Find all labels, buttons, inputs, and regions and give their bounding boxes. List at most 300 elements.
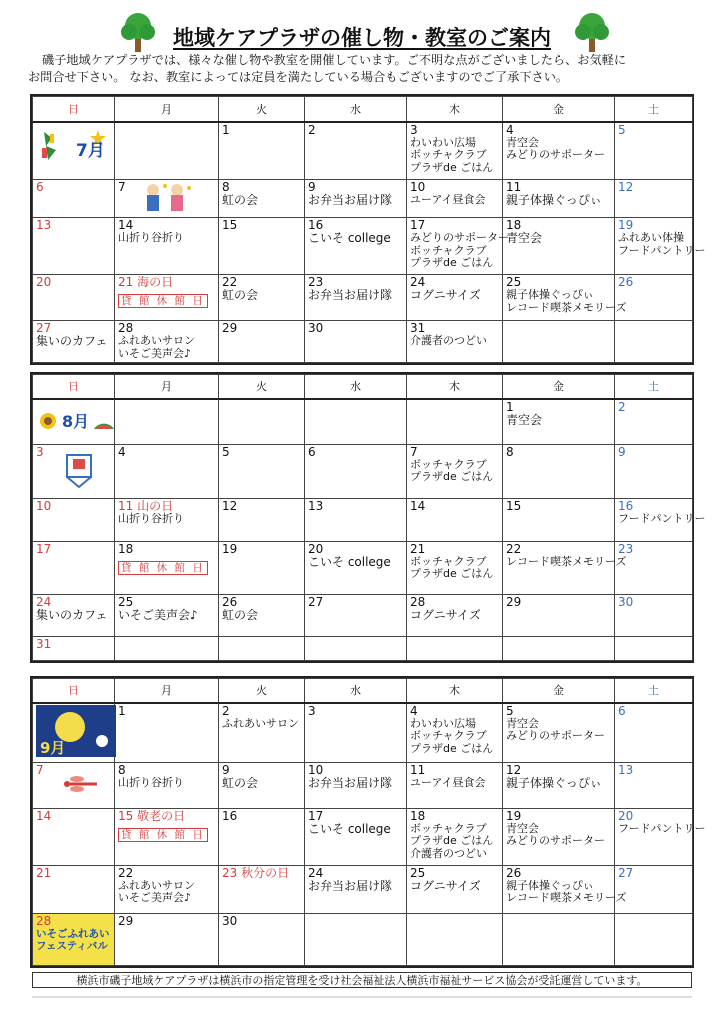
event: フェスティバル [36,940,108,952]
day-cell [305,180,407,218]
day-number: 24 [308,865,324,880]
day-number: 17 [36,541,52,556]
day-number: 27 [618,865,634,880]
day-cell [219,122,305,180]
event: ふれあいサロン [118,334,195,347]
day-cell [33,218,115,275]
day-cell [503,762,615,808]
day-number: 24 [410,275,426,289]
day-cell [407,865,503,913]
day-number: 20 [618,808,634,823]
event: 親子体操ぐっぴぃ [506,878,594,892]
weekday-sat: 土 [615,97,693,122]
day-number: 19 [618,218,634,232]
event: フードパントリー [618,821,706,835]
weekday-thu: 木 [407,679,503,703]
event: ボッチャクラブ [410,243,487,257]
day-cell [33,865,115,913]
month-label: 9月 [40,738,66,757]
day-number: 2 [308,122,316,137]
day-cell [305,865,407,913]
moon-viewing-icon [36,705,116,757]
sunflower-watermelon-icon [36,401,116,439]
day-cell [615,541,693,594]
day-cell [115,913,219,965]
weekday-tue: 火 [219,679,305,703]
day-cell [305,321,407,363]
day-number: 25 [506,275,522,289]
day-cell [615,498,706,541]
event: コグニサイズ [410,878,481,893]
day-number: 11 山の日 [118,498,174,513]
festival-cell [33,913,115,965]
day-cell [115,218,219,275]
day-number: 14 [36,808,52,823]
event: ボッチャクラブ [410,821,487,835]
event: お弁当お届け隊 [308,288,393,302]
day-cell [305,275,407,321]
day-cell [503,180,615,218]
day-cell [407,498,503,541]
day-cell [503,636,615,660]
day-cell [615,321,693,363]
calendar-august [30,372,706,663]
event: ボッチャクラブ [410,729,487,742]
day-number: 17 [308,808,324,823]
day-cell [219,218,305,275]
day-number: 22 [118,865,134,880]
day-cell [615,122,693,180]
day-number: 23 [308,275,324,289]
event: プラザde ごはん [410,567,494,580]
day-number: 14 [410,498,426,513]
day-number: 29 [222,321,238,335]
day-cell [115,865,219,913]
weekday-mon: 月 [115,375,219,399]
day-cell [615,703,693,763]
event: ボッチャクラブ [410,554,487,568]
day-number: 7 [410,444,418,459]
day-cell [407,275,503,321]
day-cell [503,321,615,363]
day-number: 13 [308,498,324,513]
day-number: 11 [506,180,522,194]
day-number: 21 [36,865,52,880]
day-number: 5 [506,703,514,718]
day-cell [503,122,615,180]
day-cell [33,808,115,865]
day-cell [407,321,503,363]
day-cell [33,444,115,498]
day-number: 7 [118,180,126,194]
event: お弁当お届け隊 [308,878,393,893]
day-cell [305,498,407,541]
day-number: 30 [308,321,324,335]
day-number: 12 [618,180,634,194]
day-cell [33,180,115,218]
weekday-wed: 水 [305,375,407,399]
day-number: 12 [222,498,238,513]
event: ユーアイ昼食会 [410,193,486,206]
day-cell [503,444,615,498]
event: プラザde ごはん [410,160,494,174]
day-cell [219,865,305,913]
closed-notice: 貸 館 休 館 日 [118,828,208,842]
day-cell [305,808,407,865]
day-number: 2 [618,399,626,414]
event: レコード喫茶メモリーズ [506,554,627,568]
event: こいそ college [308,231,391,245]
day-cell [407,808,503,865]
day-cell [115,399,219,445]
event: レコード喫茶メモリーズ [506,891,627,904]
weekday-fri: 金 [503,97,615,122]
day-number: 1 [118,703,126,718]
event: 山折り谷折り [118,775,184,789]
day-number: 1 [222,122,230,137]
event: ボッチャクラブ [410,148,487,161]
day-number: 6 [36,180,44,194]
event: いそご美声会♪ [118,607,198,622]
event: みどりのサポーター [506,729,605,742]
day-cell [219,808,305,865]
day-cell [407,218,509,275]
day-cell [115,762,219,808]
day-number: 3 [36,444,44,459]
day-number: 29 [506,594,522,609]
day-number: 26 [618,275,634,289]
day-number: 24 [36,594,52,609]
event: ユーアイ昼食会 [410,775,486,789]
day-number: 26 [506,865,522,880]
day-cell [115,321,219,363]
event: コグニサイズ [410,288,481,302]
event: いそご美声会♪ [118,891,192,904]
day-number: 4 [410,703,418,718]
weekday-thu: 木 [407,375,503,399]
day-cell [407,913,503,965]
day-number: 10 [308,762,324,777]
event: いそご美声会♪ [118,346,192,360]
closed-notice: 貸 館 休 館 日 [118,561,208,575]
day-cell [407,444,503,498]
day-number: 9 [618,444,626,459]
day-number: 18 [410,808,426,823]
day-cell [115,122,219,180]
day-number: 13 [36,218,52,232]
day-cell [615,636,693,660]
event: 虹の会 [222,775,259,790]
weekday-sun: 日 [33,97,115,122]
event: 青空会 [506,412,543,427]
event: わいわい広場 [410,716,476,730]
day-number: 26 [222,594,238,609]
shaved-ice-icon [63,449,95,489]
day-number: 27 [308,594,324,609]
day-number: 19 [506,808,522,823]
event: お弁当お届け隊 [308,775,393,790]
day-number: 15 敬老の日 [118,808,186,823]
weekday-wed: 水 [305,97,407,122]
day-number: 18 [118,541,134,556]
day-cell [33,762,115,808]
day-number: 15 [506,498,522,513]
weekday-sun: 日 [33,375,115,399]
event: プラザde ごはん [410,834,494,847]
day-number: 17 [410,218,426,232]
day-number: 28 [36,913,52,928]
event: 虹の会 [222,607,259,622]
weekday-mon: 月 [115,679,219,703]
day-number: 8 [222,180,230,194]
day-cell [115,703,219,763]
day-cell [503,703,615,763]
month-label-cell [33,703,115,763]
day-number: 2 [222,703,230,718]
footer-note: 横浜市磯子地域ケアプラザは横浜市の指定管理を受け社会福祉法人横浜市福祉サービス協会が受託運営しています。 [32,972,692,988]
day-cell [305,594,407,636]
day-number: 5 [222,444,230,459]
day-cell [115,594,219,636]
day-cell [219,275,305,321]
event: こいそ college [308,821,391,836]
day-number: 20 [36,275,52,289]
day-number: 22 [506,541,522,556]
day-cell [219,399,305,445]
day-number: 21 [410,541,426,556]
month-label: 7月 [76,140,105,161]
month-label-cell [33,122,115,180]
event: フードパントリー [618,243,706,257]
weekday-thu: 木 [407,97,503,122]
day-number: 3 [410,122,418,137]
day-cell [305,218,407,275]
day-number: 20 [308,541,324,556]
day-cell [115,180,219,218]
event: いそごふれあい [36,927,110,940]
event: 虹の会 [222,288,259,302]
day-cell [407,636,503,660]
day-number: 27 [36,321,52,335]
day-cell [407,180,503,218]
day-cell [33,321,115,363]
event: 青空会 [506,716,539,730]
event: プラザde ごはん [410,741,494,755]
event: 集いのカフェ [36,334,108,348]
divider [32,996,692,998]
day-number: 4 [118,444,126,459]
month-label-cell [33,399,115,445]
day-number: 29 [118,913,134,928]
month-label: 8月 [62,411,90,431]
day-number: 6 [618,703,626,718]
day-number: 4 [506,122,514,137]
event: コグニサイズ [410,607,481,622]
day-cell [407,399,503,445]
event: フードパントリー [618,511,706,525]
day-cell [305,703,407,763]
day-number: 16 [222,808,238,823]
day-number: 28 [410,594,426,609]
day-number: 23 秋分の日 [222,865,290,880]
day-cell [407,541,503,594]
day-cell [615,913,693,965]
day-cell [115,541,219,594]
event: ふれあい体操 [618,231,684,244]
day-cell [407,594,503,636]
intro-text [28,52,698,86]
weekday-sun: 日 [33,679,115,703]
day-cell [615,275,693,321]
event: 親子体操ぐっぴぃ [506,193,602,207]
day-cell [115,498,219,541]
day-number: 10 [36,498,52,513]
day-cell [305,636,407,660]
day-cell [33,541,115,594]
event: 集いのカフェ [36,607,108,622]
day-cell [305,122,407,180]
day-cell [33,636,115,660]
weekday-fri: 金 [503,375,615,399]
event: 親子体操ぐっぴぃ [506,288,594,301]
day-cell [219,321,305,363]
event: 介護者のつどい [410,846,487,860]
closed-notice: 貸 館 休 館 日 [118,294,208,308]
day-number: 13 [618,762,634,777]
day-cell [219,541,305,594]
day-number: 25 [118,594,134,609]
day-number: 8 [118,762,126,777]
day-number: 16 [618,498,634,513]
day-cell [407,762,503,808]
day-cell [33,594,115,636]
day-number: 14 [118,218,134,232]
day-number: 11 [410,762,426,777]
page-title: 地域ケアプラザの催し物・教室のご案内 [173,26,551,50]
day-number: 25 [410,865,426,880]
event: レコード喫茶メモリーズ [506,300,627,314]
day-number: 18 [506,218,522,232]
orihime-hikoboshi-icon [139,182,195,214]
event: ふれあいサロン [118,878,195,892]
day-cell [305,762,407,808]
day-cell [503,594,615,636]
day-cell [115,275,219,321]
event: 青空会 [506,135,539,149]
weekday-sat: 土 [615,679,693,703]
event: わいわい広場 [410,135,476,149]
day-cell [407,703,503,763]
day-cell [503,498,615,541]
day-cell [615,399,693,445]
header [0,8,724,52]
calendar-july [30,94,706,365]
day-number: 9 [308,180,316,194]
day-number: 31 [36,636,52,651]
event: みどりのサポーター [506,148,605,161]
event: プラザde ごはん [410,470,494,483]
intro-line-2: お問合せ下さい。 なお、教室によっては定員を満たしている場合もございますのでご了承下さい。 [28,70,569,84]
day-number: 28 [118,321,134,335]
event: ふれあいサロン [222,716,299,730]
weekday-wed: 水 [305,679,407,703]
day-cell [503,399,615,445]
event: 介護者のつどい [410,334,487,347]
event: お弁当お届け隊 [308,193,393,207]
day-cell [219,498,305,541]
day-cell [503,913,615,965]
day-number: 21 海の日 [118,275,174,289]
event: プラザde ごはん [410,256,494,269]
day-cell [219,913,305,965]
day-number: 8 [506,444,514,459]
weekday-fri: 金 [503,679,615,703]
day-cell [305,444,407,498]
day-cell [115,808,219,865]
weekday-tue: 火 [219,375,305,399]
event: 青空会 [506,231,543,245]
day-cell [219,636,305,660]
day-number: 3 [308,703,316,718]
tree-icon [118,10,158,54]
day-cell [615,808,706,865]
event: 親子体操ぐっぴぃ [506,775,602,790]
event: こいそ college [308,554,391,569]
day-number: 10 [410,180,426,194]
event: 虹の会 [222,193,259,207]
day-cell [219,703,305,763]
day-cell [115,636,219,660]
weekday-mon: 月 [115,97,219,122]
day-cell [219,444,305,498]
day-number: 6 [308,444,316,459]
day-cell [305,399,407,445]
day-cell [115,444,219,498]
event: 山折り谷折り [118,231,184,244]
day-number: 31 [410,321,426,335]
day-number: 9 [222,762,230,777]
dragonfly-icon [63,773,99,795]
day-cell [615,762,693,808]
day-cell [615,865,693,913]
tanabata-icon [36,124,116,174]
day-number: 30 [618,594,634,609]
day-cell [33,275,115,321]
day-number: 5 [618,122,626,137]
day-cell [305,541,407,594]
day-number: 30 [222,913,238,928]
event: みどりのサポーター [410,231,509,244]
day-cell [219,762,305,808]
weekday-sat: 土 [615,375,693,399]
day-number: 1 [506,399,514,414]
day-cell [615,218,706,275]
intro-line-1: 磯子地域ケアプラザでは、様々な催し物や教室を開催しています。ご不明な点がございましたら、お気軽に [42,53,627,67]
event: 青空会 [506,821,539,835]
day-number: 19 [222,541,238,556]
day-cell [615,594,693,636]
day-number: 16 [308,218,324,232]
day-cell [615,444,693,498]
day-number: 22 [222,275,238,289]
day-number: 23 [618,541,634,556]
calendar-september [30,676,706,968]
day-cell [503,808,615,865]
event: みどりのサポーター [506,834,605,847]
day-number: 15 [222,218,238,232]
day-number: 12 [506,762,522,777]
day-cell [219,594,305,636]
